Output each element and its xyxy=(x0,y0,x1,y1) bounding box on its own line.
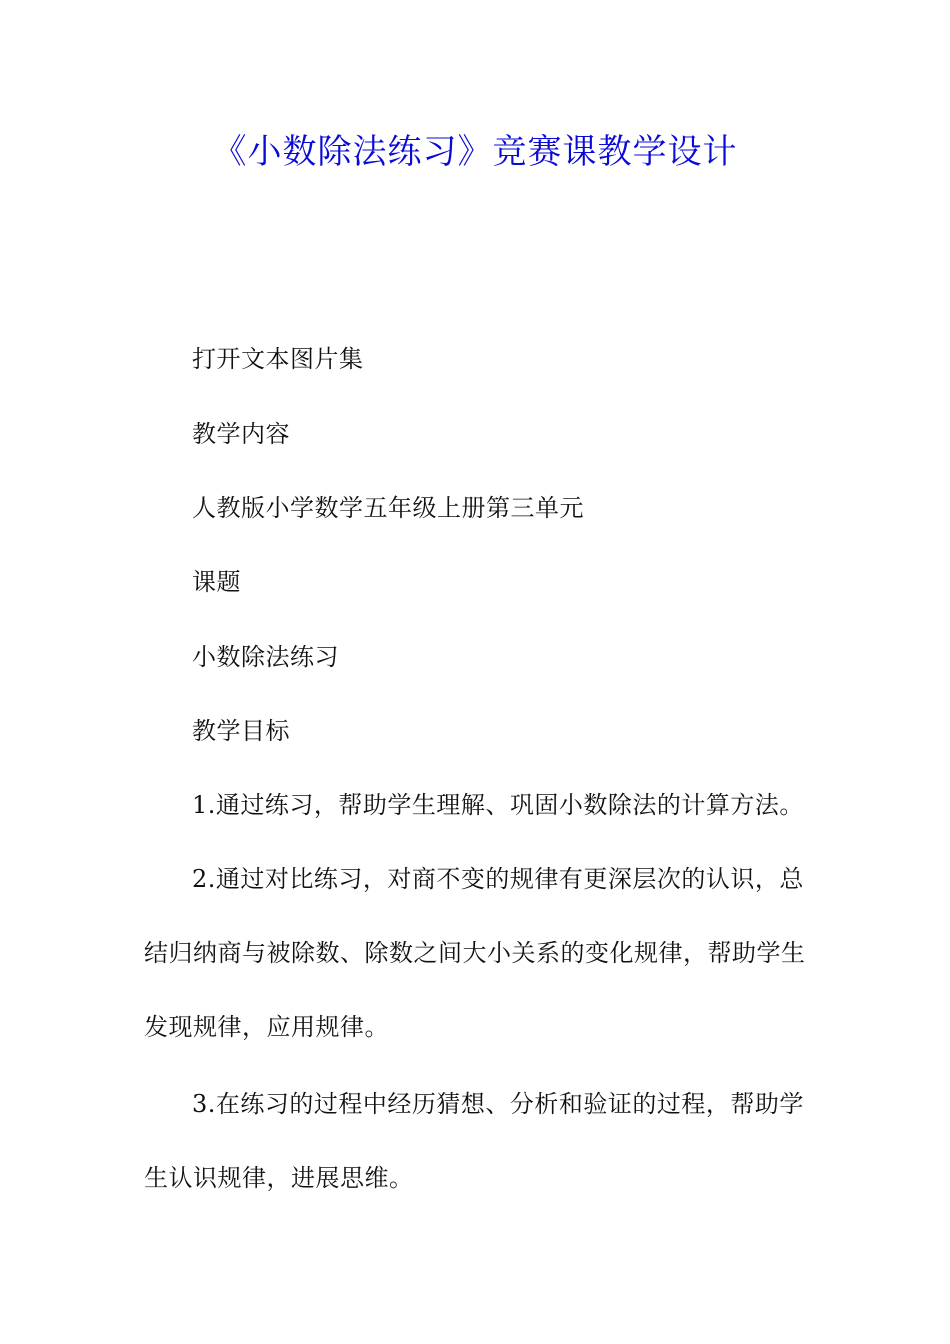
paragraph-open-image-set: 打开文本图片集 xyxy=(192,345,364,373)
paragraph-objectives-heading: 教学目标 xyxy=(192,717,290,745)
paragraph-objective-2: 2.通过对比练习，对商不变的规律有更深层次的认识，总结归纳商与被除数、除数之间大小关系的变化规律，帮助学生发现规律，应用规律。 xyxy=(144,865,806,1041)
paragraph-objective-3: 3.在练习的过程中经历猜想、分析和验证的过程，帮助学生认识规律，进展思维。 xyxy=(144,1090,804,1192)
paragraph-topic-heading: 课题 xyxy=(192,568,241,596)
paragraph-textbook-unit: 人教版小学数学五年级上册第三单元 xyxy=(192,494,584,522)
paragraph-topic: 小数除法练习 xyxy=(192,643,339,671)
document-title: 《小数除法练习》竞赛课教学设计 xyxy=(212,132,738,172)
paragraph-objective-1: 1.通过练习，帮助学生理解、巩固小数除法的计算方法。 xyxy=(192,791,804,819)
paragraph-teaching-content-heading: 教学内容 xyxy=(192,420,290,448)
